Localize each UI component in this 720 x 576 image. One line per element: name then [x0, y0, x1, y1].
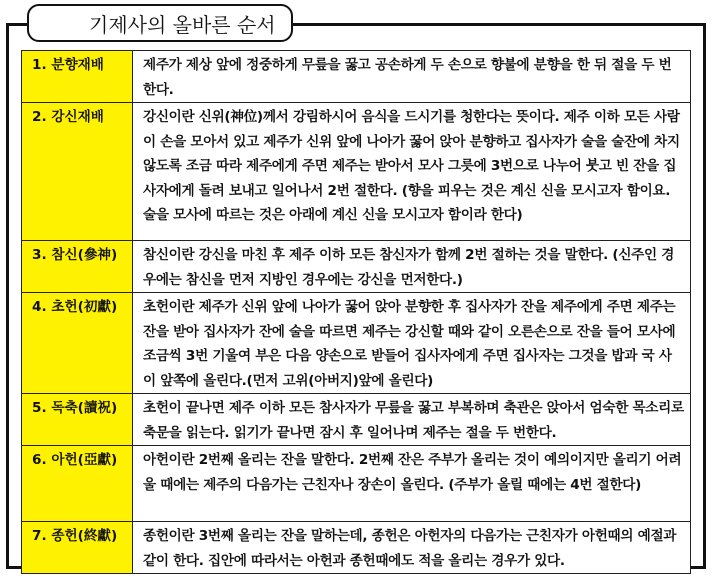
- title-box: [27, 4, 293, 42]
- table-row: [22, 446, 691, 522]
- table-row: [22, 394, 691, 446]
- table-row: [22, 241, 691, 293]
- step-label: 7. 종헌(終獻): [22, 522, 133, 574]
- step-label: 1. 분향재배: [22, 51, 133, 103]
- step-label: 4. 초헌(初獻): [22, 293, 133, 394]
- table-row: [22, 51, 691, 103]
- step-description: 종헌이란 3번째 올리는 잔을 말하는데, 종헌은 아헌자의 다음가는 근친자가 아헌때의 예절과 같이 한다. 집안에 따라서는 아헌과 종헌때에도 적을 올리는 경우가 있다.: [133, 522, 691, 574]
- table-row: [22, 103, 691, 241]
- ritual-steps-table: [21, 50, 691, 574]
- page-title: 기제사의 올바른 순서: [89, 12, 276, 37]
- step-label: 5. 독축(讀祝): [22, 394, 133, 446]
- step-description: 참신이란 강신을 마친 후 제주 이하 모든 참신자가 함께 2번 절하는 것을 말한다. (신주인 경우에는 참신을 먼저 지방인 경우에는 강신을 먼저한다.): [133, 241, 691, 293]
- table-row: [22, 522, 691, 574]
- step-label: 2. 강신재배: [22, 103, 133, 241]
- step-label: 6. 아헌(亞獻): [22, 446, 133, 522]
- table-row: [22, 293, 691, 394]
- step-label: 3. 참신(參神): [22, 241, 133, 293]
- step-description: 제주가 제상 앞에 정중하게 무릎을 꿇고 공손하게 두 손으로 향불에 분향을 한 뒤 절을 두 번 한다.: [133, 51, 691, 103]
- step-description: 초헌이 끝나면 제주 이하 모든 참사자가 무릎을 꿇고 부복하며 축관은 앉아서 엄숙한 목소리로 축문을 읽는다. 읽기가 끝나면 잠시 후 일어나며 제주는 절을 두 번한다.: [133, 394, 691, 446]
- step-description: 강신이란 신위(神位)께서 강림하시어 음식을 드시기를 청한다는 뜻이다. 제주 이하 모든 사람이 손을 모아서 있고 제주가 신위 앞에 나아가 꿇어 앉아 분향하고 집사자가 술을 술잔에 차지 않도록 조금 따라 제주에게 주면 제주는 받아서 모사 그릇에 3번으로 나누어 붓고 빈 잔을 집사자에게 돌려 보내고 일어나서 2번 절한다. (향을 피우는 것은 계신 신을 모시고자 함이요. 술을 모사에 따르는 것은 아래에 계신 신을 모시고자 함이라 한다): [133, 103, 691, 241]
- step-description: 아헌이란 2번째 올리는 잔을 말한다. 2번째 잔은 주부가 올리는 것이 예의이지만 올리기 어려울 때에는 제주의 다음가는 근친자나 장손이 올린다. (주부가 올릴 때에는 4번 절한다): [133, 446, 691, 522]
- step-description: 초헌이란 제주가 신위 앞에 나아가 꿇어 앉아 분향한 후 집사자가 잔을 제주에게 주면 제주는 잔을 받아 집사자가 잔에 술을 따르면 제주는 강신할 때와 같이 오른손으로 잔을 들어 모사에 조금씩 3번 기울여 부은 다음 양손으로 받들어 집사자에게 주면 집사자는 그것을 밥과 국 사이 앞쪽에 올린다.(먼저 고위(아버지)앞에 올린다): [133, 293, 691, 394]
